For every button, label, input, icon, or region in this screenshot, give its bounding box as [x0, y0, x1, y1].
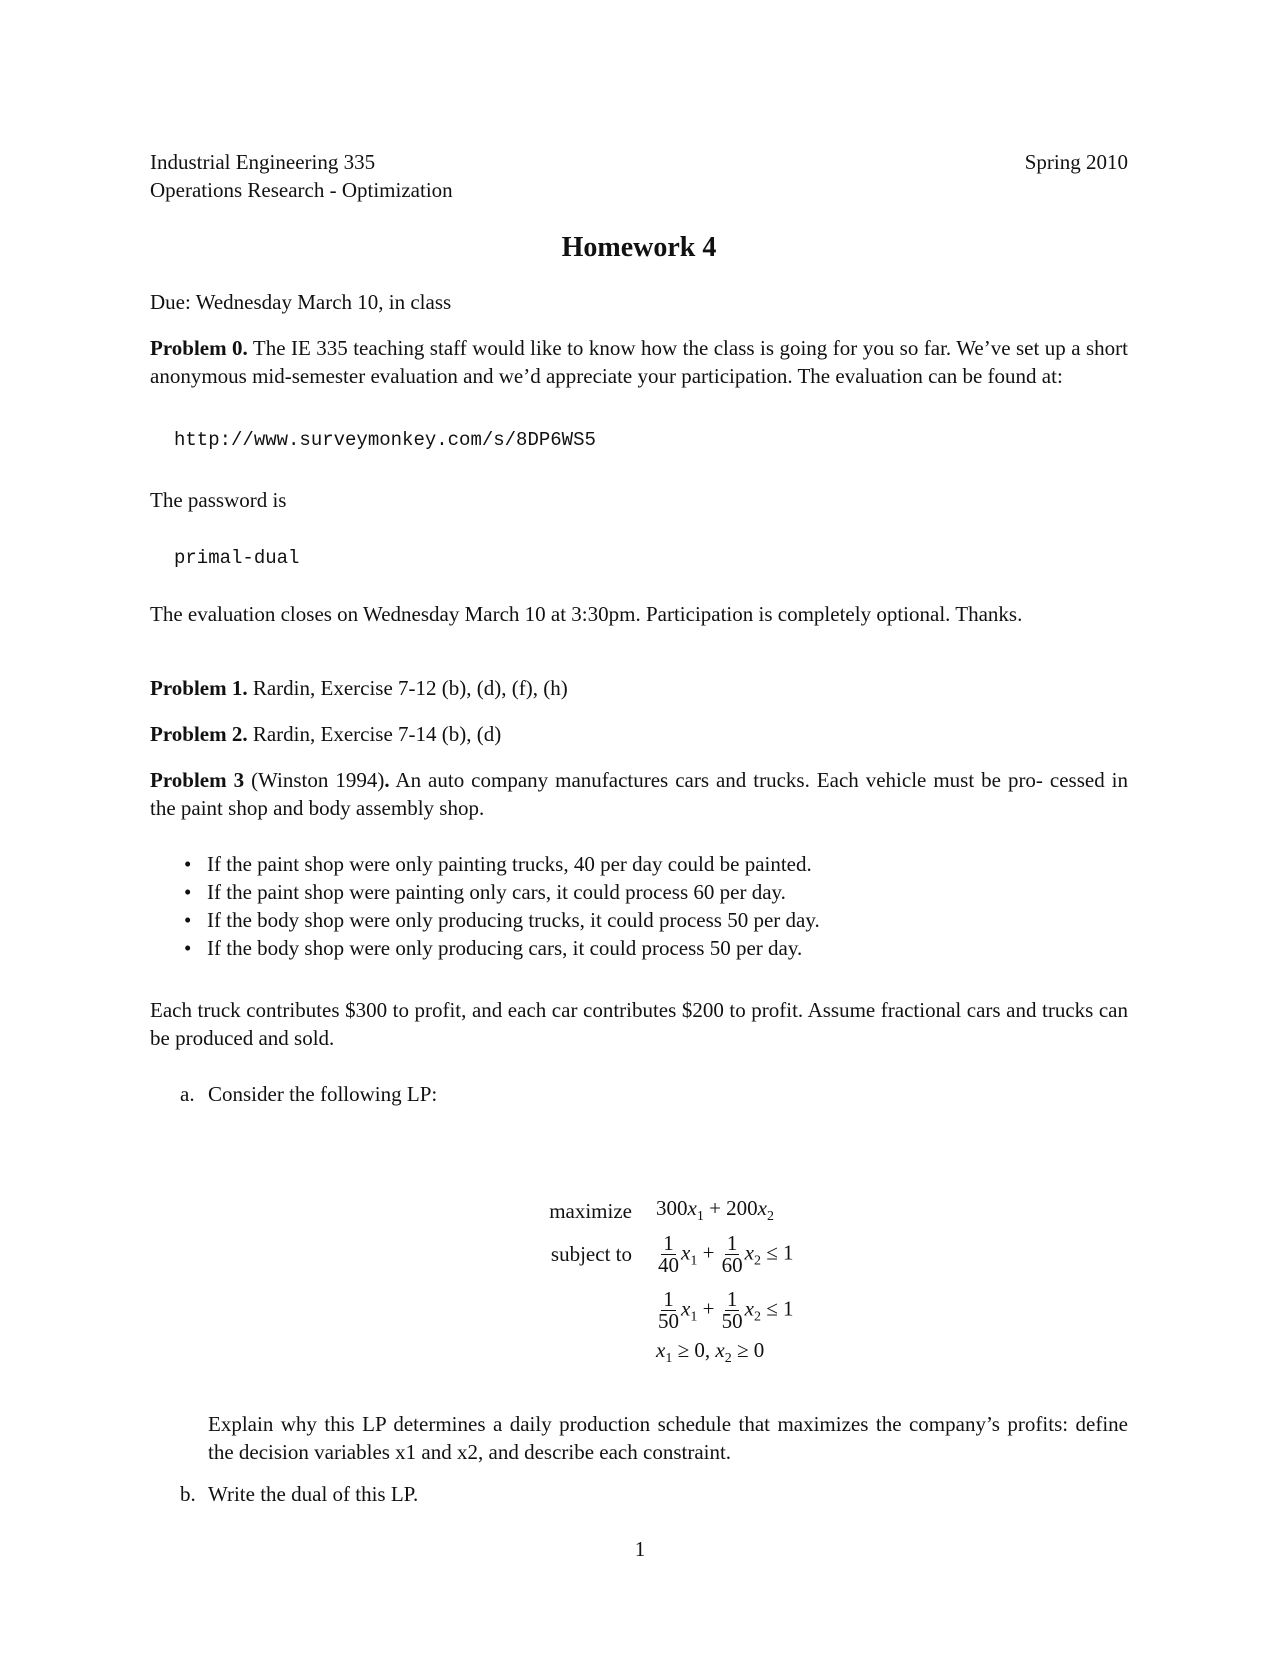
lp-maximize: maximize: [549, 1198, 632, 1223]
part-a: [150, 1080, 1128, 1108]
bullet-icon: •: [184, 852, 192, 876]
bullet-icon: •: [184, 880, 192, 904]
problem-1-text: Rardin, Exercise 7-12 (b), (d), (f), (h): [252, 676, 568, 700]
problem-3: Problem 3 (Winston 1994). An auto company manufactures cars and trucks. Each vehicle must be pro- cessed in the paint shop and body assembly shop.: [150, 768, 1129, 820]
bullet-icon: •: [184, 936, 192, 960]
page-title: Homework 4: [561, 232, 717, 263]
problem-0-text: The IE 335 teaching staff would like to know how the class is going for you so far. We’ve set up a short anonymous mid-semester evaluation and we’d appreciate your participation. The evaluation can be found at:: [150, 336, 1128, 388]
list-item: • If the body shop were only producing cars, it could process 50 per day.: [184, 936, 803, 960]
problem-2-label: Problem 2.: [150, 722, 248, 746]
lp-formulation: [522, 1196, 794, 1368]
lp-objective: $300x_1 + 200x_2$: [656, 1196, 774, 1225]
lp-nonnegativity: $x_1 \ge 0$, $x_2 \ge 0$: [656, 1338, 765, 1367]
document-page: [150, 148, 1128, 1108]
problem-0-label: Problem 0.: [150, 336, 248, 360]
lp-subject-to: subject to: [550, 1241, 632, 1266]
part-b-text: Write the dual of this LP.: [208, 1482, 419, 1506]
part-a-label: a.: [180, 1082, 195, 1106]
problem-2-text: Rardin, Exercise 7-14 (b), (d): [252, 722, 502, 746]
list-item: • If the paint shop were painting only cars, it could process 60 per day.: [184, 880, 786, 904]
problem-3-cite: (Winston 1994): [251, 768, 385, 792]
password-intro: The password is: [150, 488, 287, 512]
due-date: Due: Wednesday March 10, in class: [150, 290, 452, 314]
course-subtitle: Operations Research - Optimization: [150, 178, 453, 202]
term: Spring 2010: [1024, 150, 1128, 174]
evaluation-closing: The evaluation closes on Wednesday March 10 at 3:30pm. Participation is completely optional. Thanks.: [150, 602, 1023, 626]
problem-1: [150, 674, 1128, 702]
part-b: [150, 1480, 418, 1508]
lp-constraint-body: $\frac{1}{50}$ $x_1$ + $\frac{1}{50}$ $x_2 \le 1$: [658, 1286, 794, 1333]
problem-2: [150, 720, 1128, 748]
password-value: primal-dual: [174, 547, 300, 569]
header: [150, 148, 1128, 204]
list-item: • If the body shop were only producing trucks, it could process 50 per day.: [184, 908, 820, 932]
profit-text: Each truck contributes $300 to profit, and each car contributes $200 to profit. Assume fractional cars and trucks can be produced and sold.: [150, 998, 1128, 1050]
part-b-label: b.: [180, 1482, 196, 1506]
page-number: 1: [634, 1537, 646, 1561]
part-a-text: Consider the following LP:: [208, 1082, 438, 1106]
shop-capacity-list: [184, 850, 1128, 962]
bullet-icon: •: [184, 908, 192, 932]
problem-1-label: Problem 1.: [150, 676, 248, 700]
problem-3-text: An auto company manufactures cars and trucks. Each vehicle must be pro- cessed in the paint shop and body assembly shop.: [150, 768, 1129, 820]
course-name: Industrial Engineering 335: [150, 150, 376, 174]
list-item: • If the paint shop were only painting trucks, 40 per day could be painted.: [184, 852, 812, 876]
lp-constraint-paint: $\frac{1}{40}$ $x_1$ + $\frac{1}{60}$ $x_2 \le 1$: [658, 1230, 794, 1277]
survey-url[interactable]: http://www.surveymonkey.com/s/8DP6WS5: [174, 429, 596, 451]
problem-3-label: Problem 3: [150, 768, 245, 792]
problem-0: [150, 334, 1128, 390]
part-a-explanation: Explain why this LP determines a daily production schedule that maximizes the company’s profits: define the decision variables x1 and x2, and describe each constraint.: [208, 1412, 1128, 1464]
